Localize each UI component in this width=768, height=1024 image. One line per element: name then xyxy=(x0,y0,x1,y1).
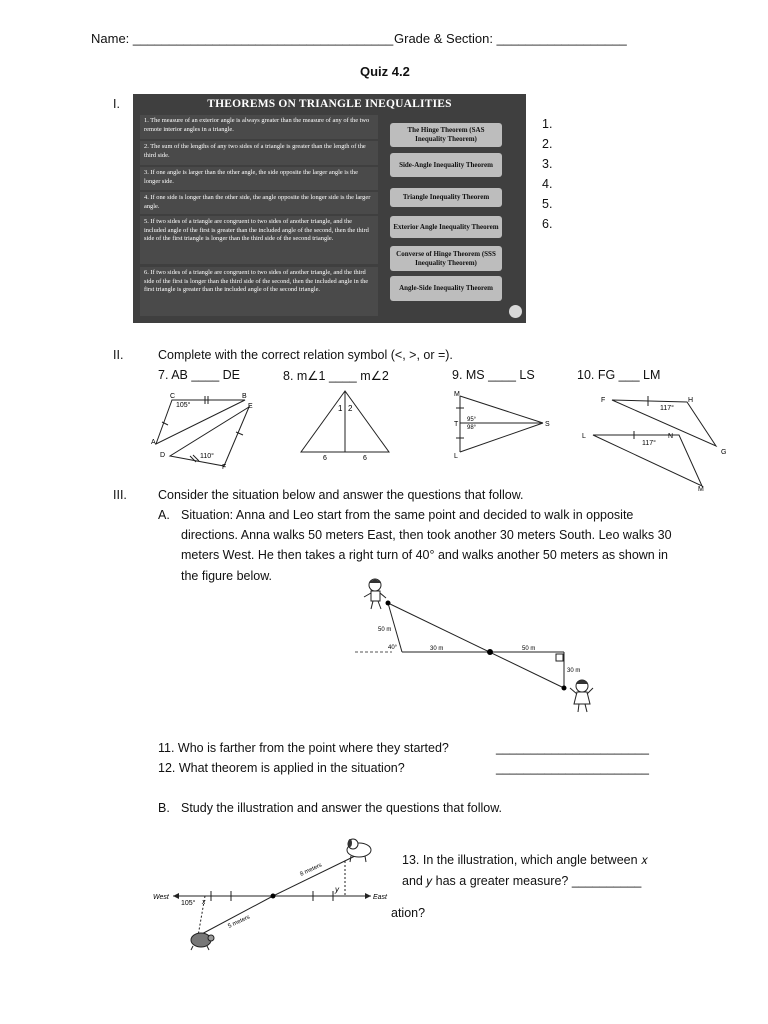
angle-label-2: 2 xyxy=(348,404,353,413)
label-M: M xyxy=(698,486,704,493)
dist-5m-label: 5 meters xyxy=(227,914,252,930)
statement-5: 5. If two sides of a triangle are congruent to two sides of another triangle, and the included angle of the first is greater than the included angle of the second, then the third side of the first triangle is longer than the third side of the second triangle. xyxy=(140,216,378,264)
angle-y-label: y xyxy=(335,885,339,894)
angle-105: 105° xyxy=(176,402,191,409)
angle-117b: 117° xyxy=(642,440,656,447)
figure-8-triangle xyxy=(296,386,396,462)
dist-50m-leo: 50 m xyxy=(378,627,392,633)
side-label-6b: 6 xyxy=(363,455,367,462)
item-8: 8. m∠1 ____ m∠2 xyxy=(283,369,389,383)
situation-figure xyxy=(350,576,600,716)
situation-line-4: the figure below. xyxy=(181,569,273,583)
statement-6: 6. If two sides of a triangle are congruent to two sides of another triangle, and the third side of the first is longer than the third side of the second, then the included angle in the first triangle is greater than the included angle of the second triangle. xyxy=(140,267,378,316)
label-west: West xyxy=(153,894,169,901)
section-2-instruction: Complete with the correct relation symbol (<, >, or =). xyxy=(158,348,453,362)
answer-number-2: 2. xyxy=(542,137,553,151)
grade-section-label: Grade & Section: __________________ xyxy=(394,31,627,46)
answer-blank-12[interactable]: ______________________ xyxy=(496,761,649,775)
angle-label-1: 1 xyxy=(338,404,343,413)
label-F: F xyxy=(222,464,227,470)
theorem-exterior-angle: Exterior Angle Inequality Theorem xyxy=(390,216,502,238)
label-S: S xyxy=(545,421,550,428)
statement-1: 1. The measure of an exterior angle is always greater than the measure of any of the two remote interior angles in a triangle. xyxy=(140,115,378,139)
question-12: 12. What theorem is applied in the situation? xyxy=(158,761,405,775)
angle-105-label: 105° xyxy=(181,900,196,907)
section-3-numeral: III. xyxy=(113,488,127,502)
angle-x-label: x xyxy=(202,899,206,906)
figure-9-triangles xyxy=(450,386,560,462)
label-H: H xyxy=(688,397,694,404)
label-east: East xyxy=(373,894,388,901)
section-3-intro: Consider the situation below and answer the questions that follow. xyxy=(158,488,524,502)
illustration-b xyxy=(143,836,395,954)
dist-8m-label: 8 meters xyxy=(299,862,324,878)
part-a-letter: A. xyxy=(158,508,170,522)
answer-number-4: 4. xyxy=(542,177,553,191)
answer-number-5: 5. xyxy=(542,197,553,211)
theorem-converse-hinge: Converse of Hinge Theorem (SSS Inequality Theorem) xyxy=(390,246,502,271)
label-M: M xyxy=(454,391,460,398)
answer-blank-11[interactable]: ______________________ xyxy=(496,741,649,755)
situation-line-2: directions. Anna walks 50 meters East, then took another 30 meters South. Leo walks 30 xyxy=(181,528,672,542)
situation-line-3: meters West. He then takes a right turn of 40° and walks another 50 meters as shown in xyxy=(181,548,668,562)
answer-number-1: 1. xyxy=(542,117,553,131)
side-label-6a: 6 xyxy=(323,455,327,462)
label-F: F xyxy=(601,397,606,404)
label-N: N xyxy=(668,433,674,440)
theorem-panel xyxy=(133,94,526,323)
panel-title: THEOREMS ON TRIANGLE INEQUALITIES xyxy=(207,98,452,110)
label-L: L xyxy=(582,433,586,440)
dog-icon xyxy=(347,839,371,862)
logo-icon xyxy=(509,305,522,318)
label-E: E xyxy=(248,403,253,410)
anna-icon xyxy=(570,680,593,712)
answer-number-6: 6. xyxy=(542,217,553,231)
section-2-numeral: II. xyxy=(113,348,124,362)
statement-4: 4. If one side is longer than the other side, the angle opposite the longer side is the larger angle. xyxy=(140,192,378,214)
angle-110: 110° xyxy=(200,453,214,460)
theorem-triangle-inequality: Triangle Inequality Theorem xyxy=(390,188,502,207)
figure-10-triangles xyxy=(576,388,738,494)
dist-50m-anna: 50 m xyxy=(522,646,536,652)
angle-98: 98° xyxy=(467,425,477,431)
theorem-angle-side: Angle-Side Inequality Theorem xyxy=(390,276,502,301)
question-13-line-2: and 𝑦 has a greater measure? __________ xyxy=(402,874,642,888)
theorem-hinge: The Hinge Theorem (SAS Inequality Theorem) xyxy=(390,123,502,147)
angle-117a: 117° xyxy=(660,405,674,412)
theorem-side-angle: Side-Angle Inequality Theorem xyxy=(390,153,502,177)
label-C: C xyxy=(170,393,176,400)
figure-7-triangles xyxy=(150,386,265,470)
label-A: A xyxy=(151,439,156,446)
question-13-line-1: 13. In the illustration, which angle between 𝑥 xyxy=(402,853,649,867)
part-b-letter: B. xyxy=(158,801,170,815)
quiz-title: Quiz 4.2 xyxy=(360,64,410,79)
statement-2: 2. The sum of the lengths of any two sides of a triangle is greater than the length of the third side. xyxy=(140,141,378,165)
leo-icon xyxy=(364,579,386,609)
item-10: 10. FG ___ LM xyxy=(577,368,661,382)
question-11: 11. Who is farther from the point where they started? xyxy=(158,741,449,755)
section-1-numeral: I. xyxy=(113,97,120,111)
item-9: 9. MS ____ LS xyxy=(452,368,535,382)
label-L: L xyxy=(454,453,458,460)
name-label: Name: ____________________________________ xyxy=(91,31,394,46)
dist-30m-anna: 30 m xyxy=(567,668,581,674)
situation-line-1: Situation: Anna and Leo start from the same point and decided to walk in opposite xyxy=(181,508,634,522)
answer-number-3: 3. xyxy=(542,157,553,171)
partial-question-text: ation? xyxy=(391,906,426,920)
label-T: T xyxy=(454,421,459,428)
angle-95: 95° xyxy=(467,417,477,423)
angle-40: 40° xyxy=(388,645,398,651)
item-7: 7. AB ____ DE xyxy=(158,368,241,382)
label-D: D xyxy=(160,452,166,459)
label-G: G xyxy=(721,449,727,456)
label-B: B xyxy=(242,393,247,400)
part-b-instruction: Study the illustration and answer the questions that follow. xyxy=(181,801,503,815)
turtle-icon xyxy=(191,933,214,950)
dist-30m-leo: 30 m xyxy=(430,646,444,652)
statement-3: 3. If one angle is larger than the other angle, the side opposite the larger angle is the longer side. xyxy=(140,167,378,190)
